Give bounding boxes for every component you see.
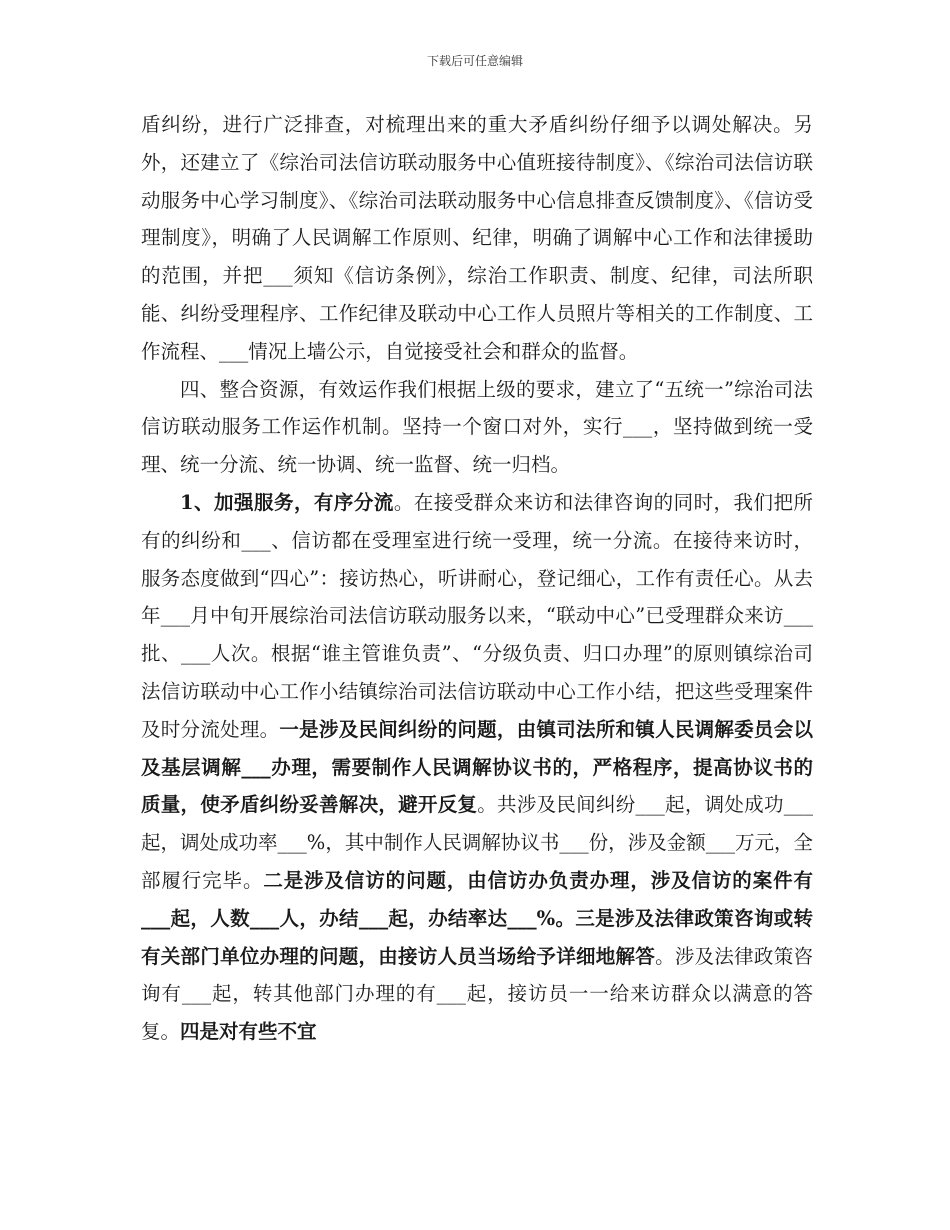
text-run: 四、整合资源，有效运作我们根据上级的要求，建立了“五统一”综治司法信访联动服务工作运作机制。坚持一个窗口对外，实行___，坚持做到统一受理、统一分流、统一协调、统一监督、统一归档。 (141, 377, 813, 477)
bold-run: 四是对有些不宜 (180, 1020, 317, 1044)
paragraph-1 (141, 106, 813, 371)
bold-run: 二是涉及信访的问题，由信访办负责办理，涉及信访的案件有___起，人数___人，办结___起，办结率达___%。三是涉及法律政策咨询或转有关部门单位办理的问题，由接访人员当场给予详细地解答 (141, 868, 813, 968)
page-header: 下载后可任意编辑 (426, 54, 523, 68)
text-run: 。在接受群众来访和法律咨询的同时，我们把所有的纠纷和___、信访都在受理室进行统一受理，统一分流。在接待来访时，服务态度做到“四心”：接访热心，听讲耐心，登记细心，工作有责任心。从去年___月中旬开展综治司法信访联动服务以来，“联动中心”已受理群众来访___批、___人次。根据“谁主管谁负责”、“分级负责、归口办理”的原则镇综治司法信访联动中心工作小结镇综治司法信访联动中心工作小结，把这些受理案件及时分流处理。 (141, 490, 813, 741)
text-run: 。共涉及民间纠纷___起，调处成功___起，调处成功率___%，其中制作人民调解协议书___份，涉及金额___万元，全部履行完毕。 (141, 793, 813, 892)
body-text (141, 106, 813, 1051)
text-run: 。涉及法律政策咨询有___起，转其他部门办理的有___起，接访员一一给来访群众以满意的答复。 (141, 944, 813, 1044)
paragraph-3 (141, 484, 813, 1051)
bold-heading-run: 1、加强服务，有序分流 (180, 490, 394, 514)
text-run: 盾纠纷，进行广泛排查，对梳理出来的重大矛盾纠纷仔细予以调处解决。另外，还建立了《综治司法信访联动服务中心值班接待制度》、《综治司法信访联动服务中心学习制度》、《综治司法联动服务中心信息排查反馈制度》、《信访受理制度》，明确了人民调解工作原则、纪律，明确了调解中心工作和法律援助的范围，并把___须知《信访条例》，综治工作职责、制度、纪律，司法所职能、纠纷受理程序、工作纪律及联动中心工作人员照片等相关的工作制度、工作流程、___情况上墙公示，自觉接受社会和群众的监督。 (141, 113, 813, 363)
paragraph-2 (141, 371, 813, 484)
bold-run: 一是涉及民间纠纷的问题，由镇司法所和镇人民调解委员会以及基层调解___办理，需要制作人民调解协议书的，严格程序，提高协议书的质量，使矛盾纠纷妥善解决，避开反复 (141, 717, 813, 817)
